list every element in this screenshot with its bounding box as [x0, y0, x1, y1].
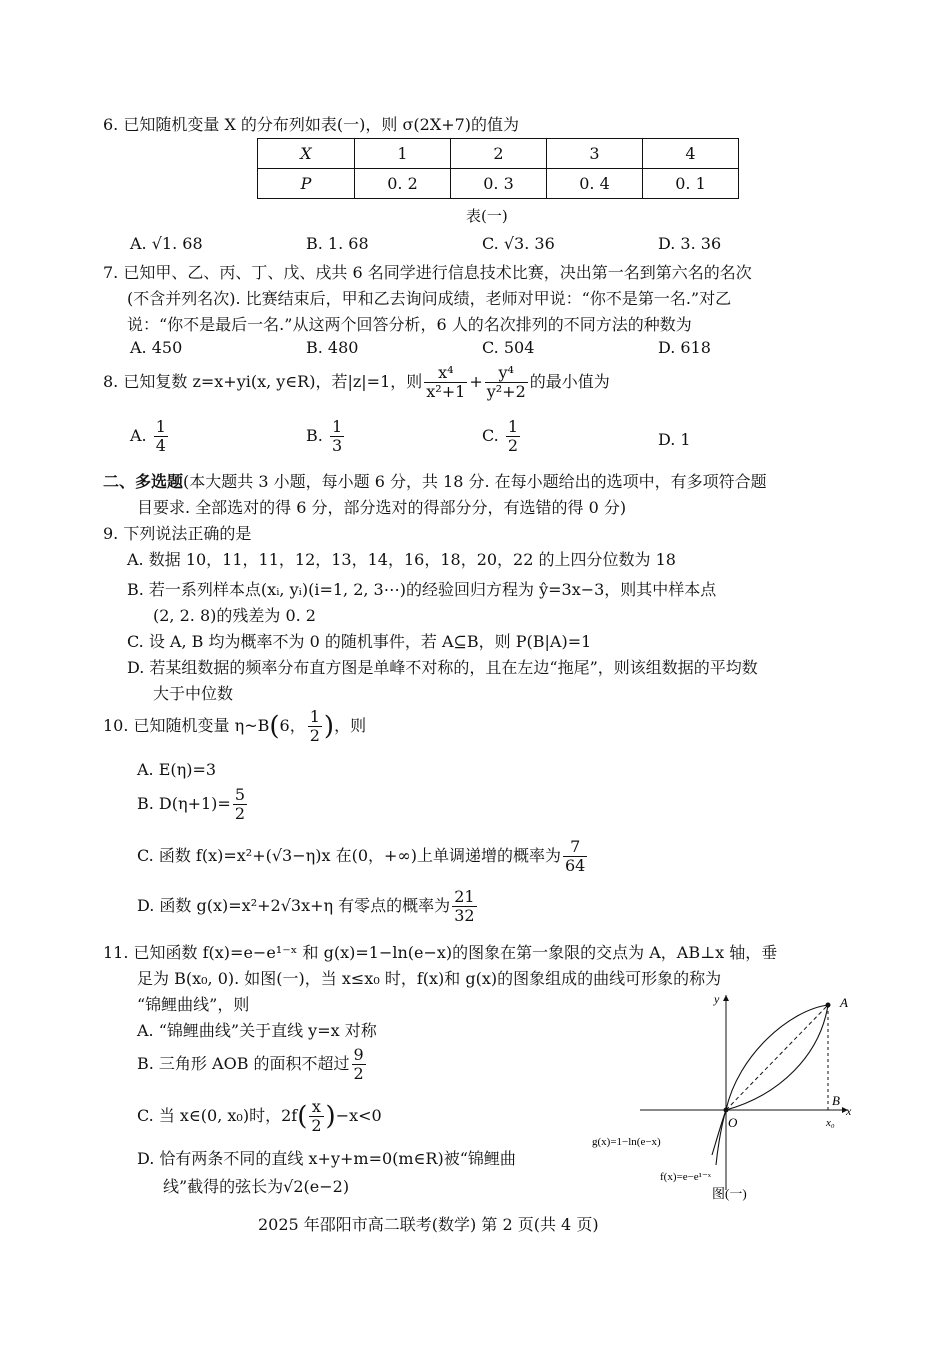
section-2-header [103, 469, 767, 492]
option-label: B. [306, 426, 323, 445]
table-cell: 0. 4 [547, 169, 643, 199]
q11-line1: 11. 已知函数 f(x)=e−e¹⁻ˣ 和 g(x)=1−ln(e−x)的图象在第一象限的交点为 A，AB⊥x 轴，垂 [103, 943, 778, 962]
fraction-numerator: x [309, 1098, 323, 1117]
fraction-numerator: 7 [563, 838, 587, 857]
figure-caption: 图(一) [712, 1186, 747, 1201]
q7-option-d: D. 618 [658, 338, 711, 357]
q8-fraction-2 [485, 364, 528, 401]
point-o [724, 1108, 729, 1113]
q10-half [308, 708, 322, 745]
f-label: f(x)=e−e¹⁻ˣ [660, 1171, 711, 1183]
distribution-table [257, 138, 739, 199]
table-cell: 0. 1 [643, 169, 739, 199]
q10-stem-a: 10. 已知随机变量 η~B [103, 716, 270, 735]
q6-stem: 6. 已知随机变量 X 的分布列如表(一)，则 σ(2X+7)的值为 [103, 115, 520, 134]
b-label: B [832, 1093, 840, 1108]
table-caption: 表(一) [466, 207, 508, 225]
q9-option-b-line2: (2, 2. 8)的残差为 0. 2 [153, 606, 316, 625]
fraction-numerator: 21 [454, 887, 475, 906]
option-label: A. [130, 426, 147, 445]
fraction-denominator: 2 [309, 726, 320, 745]
paren-open: ( [269, 711, 280, 742]
q6-option-b: B. 1. 68 [306, 234, 369, 253]
q9-stem: 9. 下列说法正确的是 [103, 524, 252, 543]
q8-stem [103, 364, 610, 401]
fraction-denominator: x²+1 [426, 382, 466, 401]
table-row-p [258, 169, 739, 199]
option-fraction [506, 418, 520, 455]
option-text: B. 三角形 AOB 的面积不超过 [137, 1054, 350, 1073]
fraction-numerator: y⁴ [485, 364, 528, 383]
q10-stem [103, 708, 366, 745]
q8-stem-b: 的最小值为 [529, 372, 610, 391]
option-fraction [309, 1098, 323, 1135]
option-fraction [330, 418, 344, 455]
table-cell: 3 [547, 139, 643, 169]
fraction-numerator: 9 [353, 1045, 364, 1064]
table-row-x [258, 139, 739, 169]
x0-label: x₀ [826, 1117, 835, 1129]
q9-option-d-line1: D. 若某组数据的频率分布直方图是单峰不对称的，且在左边“拖尾”，则该组数据的平均数 [127, 658, 758, 677]
q9-option-c: C. 设 A, B 均为概率不为 0 的随机事件，若 A⊆B，则 P(B|A)=1 [127, 632, 592, 651]
fraction-denominator: 32 [454, 906, 475, 925]
q8-fraction-1 [424, 364, 467, 401]
table-cell: 1 [355, 139, 451, 169]
q6-option-d: D. 3. 36 [658, 234, 722, 253]
table-cell: P [258, 169, 355, 199]
x-label: x [846, 1104, 852, 1118]
q9-option-d-line2: 大于中位数 [153, 684, 234, 703]
option-fraction [233, 786, 247, 823]
fraction-denominator: 2 [507, 436, 519, 455]
fraction-denominator: 2 [311, 1116, 322, 1135]
q7-option-b: B. 480 [306, 338, 359, 357]
q8-stem-a: 8. 已知复数 z=x+yi(x, y∈R)，若|z|=1，则 [103, 372, 423, 391]
option-fraction [452, 888, 476, 925]
fraction-numerator: x⁴ [424, 364, 467, 383]
fraction-denominator: y²+2 [486, 382, 526, 401]
segment-oa [726, 1005, 828, 1110]
q10-option-c [137, 838, 589, 875]
page-footer: 2025 年邵阳市高二联考(数学) 第 2 页(共 4 页) [258, 1215, 599, 1234]
point-a [826, 1003, 831, 1008]
q8-option-a [130, 418, 170, 455]
q11-option-c [137, 1098, 382, 1135]
option-text: B. D(η+1)= [137, 794, 231, 813]
o-label: O [728, 1115, 738, 1130]
a-label: A [840, 995, 848, 1010]
koi-curve-figure [590, 985, 870, 1205]
option-text: −x<0 [335, 1106, 382, 1125]
paren-close: ) [325, 1101, 336, 1132]
q11-line2: 足为 B(x₀, 0). 如图(一)，当 x≤x₀ 时，f(x)和 g(x)的图象组成的曲线可形象的称为 [137, 969, 722, 988]
option-text: D. 函数 g(x)=x²+2√3x+η 有零点的概率为 [137, 896, 451, 915]
table-cell: 0. 2 [355, 169, 451, 199]
q11-option-d-line1: D. 恰有两条不同的直线 x+y+m=0(m∈R)被“锦鲤曲 [137, 1149, 516, 1168]
fraction-numerator: 1 [309, 707, 320, 726]
plus-sign: + [469, 372, 483, 391]
q7-line3: 说：“你不是最后一名.”从这两个回答分析，6 人的名次排列的不同方法的种数为 [127, 315, 692, 334]
section-2-desc2: 目要求. 全部选对的得 6 分，部分选对的得部分分，有选错的得 0 分) [137, 498, 627, 517]
q7-line2: (不含并列名次). 比赛结束后，甲和乙去询问成绩，老师对甲说：“你不是第一名.”对乙 [127, 289, 732, 308]
fraction-denominator: 3 [331, 436, 343, 455]
fraction-numerator: 1 [155, 417, 166, 436]
q9-option-a: A. 数据 10，11，11，12，13，14，16，18，20，22 的上四分位数为 18 [127, 550, 676, 569]
option-fraction [154, 418, 168, 455]
option-text: C. 当 x∈(0, x₀)时，2f [137, 1106, 298, 1125]
fraction-numerator: 5 [234, 785, 246, 804]
g-label: g(x)=1−ln(e−x) [592, 1136, 661, 1148]
fraction-numerator: 1 [331, 417, 343, 436]
q8-option-b [306, 418, 346, 455]
q6-option-a: A. √1. 68 [130, 234, 203, 253]
q7-line1: 7. 已知甲、乙、丙、丁、戊、戌共 6 名同学进行信息技术比赛，决出第一名到第六名的名次 [103, 263, 752, 282]
q8-option-c [482, 418, 522, 455]
q7-option-a: A. 450 [130, 338, 183, 357]
q10-option-a: A. E(η)=3 [137, 760, 217, 779]
option-fraction [352, 1046, 366, 1083]
q11-option-b [137, 1046, 368, 1083]
q11-option-d-line2: 线”截得的弦长为√2(e−2) [163, 1177, 350, 1196]
section-2-title: 二、多选题 [103, 472, 184, 491]
paren-close: ) [323, 711, 335, 742]
q10-stem-b: ，则 [334, 716, 367, 735]
q10-option-b [137, 786, 249, 823]
fraction-numerator: 1 [507, 417, 519, 436]
q11-option-a: A. “锦鲤曲线”关于直线 y=x 对称 [137, 1021, 377, 1040]
y-label: y [714, 992, 720, 1006]
table-cell: X [258, 139, 355, 169]
section-2-desc1: (本大题共 3 小题，每小题 6 分，共 18 分. 在每小题给出的选项中，有多项符合题 [183, 472, 767, 491]
table-cell: 2 [451, 139, 547, 169]
q9-option-b-line1: B. 若一系列样本点(xᵢ, yᵢ)(i=1, 2, 3⋯)的经验回归方程为 ŷ=3x−3，则其中样本点 [127, 580, 717, 599]
q7-option-c: C. 504 [482, 338, 535, 357]
q10-option-d [137, 888, 479, 925]
paren-open: ( [297, 1101, 308, 1132]
fraction-denominator: 64 [564, 856, 586, 875]
table-cell: 4 [643, 139, 739, 169]
q10-param: 6， [279, 716, 306, 735]
fraction-denominator: 2 [353, 1064, 364, 1083]
option-label: C. [482, 426, 499, 445]
q11-line3: “锦鲤曲线”，则 [137, 995, 250, 1014]
q8-option-d: D. 1 [658, 430, 691, 449]
table-cell: 0. 3 [451, 169, 547, 199]
fraction-denominator: 4 [155, 436, 166, 455]
fraction-denominator: 2 [234, 804, 246, 823]
option-text: C. 函数 f(x)=x²+(√3−η)x 在(0，+∞)上单调递增的概率为 [137, 846, 561, 865]
option-fraction [563, 838, 587, 875]
q6-option-c: C. √3. 36 [482, 234, 555, 253]
